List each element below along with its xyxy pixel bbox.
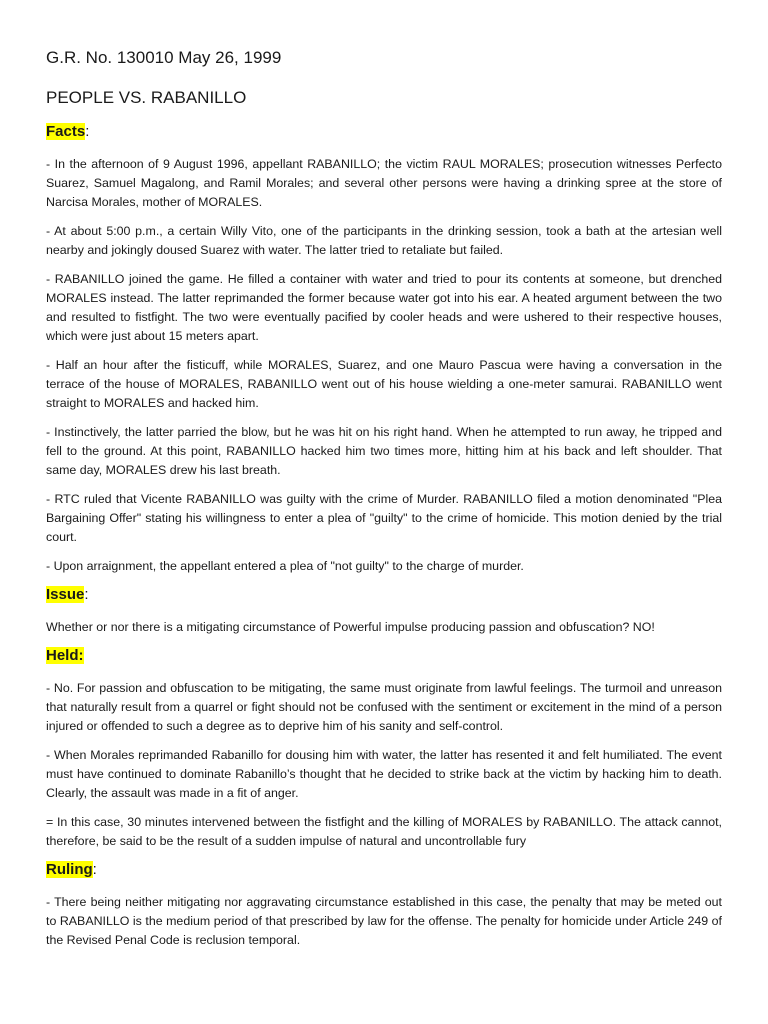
ruling-heading: Ruling:: [46, 860, 97, 878]
facts-section: [46, 123, 722, 576]
case-number: G.R. No. 130010 May 26, 1999: [46, 48, 282, 67]
issue-paragraph: Whether or nor there is a mitigating circumstance of Powerful impulse producing passion and obfuscation? NO!: [46, 619, 655, 634]
held-paragraph: - When Morales reprimanded Rabanillo for dousing him with water, the latter has resented it and felt humiliated. The event must have continued to dominate Rabanillo’s thought that he decided to strike back at the victim by hacking him to death. Clearly, the assault was made in a fit of anger.: [46, 747, 722, 800]
facts-paragraph: - In the afternoon of 9 August 1996, appellant RABANILLO; the victim RAUL MORALES; prosecution witnesses Perfecto Suarez, Samuel Magalong, and Ramil Morales; and several other persons were having a drinking spree at the store of Narcisa Morales, mother of MORALES.: [46, 156, 722, 209]
facts-paragraph: - Instinctively, the latter parried the blow, but he was hit on his right hand. When he attempted to run away, he tripped and fell to the ground. At this point, RABANILLO hacked him two times more, hitting him at his back and left shoulder. That same day, MORALES drew his last breath.: [46, 424, 722, 477]
facts-paragraph: - RABANILLO joined the game. He filled a container with water and tried to pour its contents at someone, but drenched MORALES instead. The latter reprimanded the former because water got into his ear. A heated argument between the two and resulted to fistfight. The two were eventually pacified by cooler heads and were ushered to their respective houses, which were just about 15 meters apart.: [46, 271, 722, 343]
ruling-paragraph: - There being neither mitigating nor aggravating circumstance established in this case, the penalty that may be meted out to RABANILLO is the medium period of that prescribed by law for the offense. The penalty for homicide under Article 249 of the Revised Penal Code is reclusion temporal.: [46, 894, 722, 947]
case-title: PEOPLE VS. RABANILLO: [46, 88, 247, 108]
issue-section: [46, 586, 722, 637]
held-heading: Held:: [46, 646, 84, 664]
facts-paragraph: - Half an hour after the fisticuff, while MORALES, Suarez, and one Mauro Pascua were having a conversation in the terrace of the house of MORALES, RABANILLO went out of his house wielding a one-meter samurai. RABANILLO went straight to MORALES and hacked him.: [46, 357, 722, 410]
facts-paragraph: - At about 5:00 p.m., a certain Willy Vito, one of the participants in the drinking session, took a bath at the artesian well nearby and jokingly doused Suarez with water. The latter tried to retaliate but failed.: [46, 223, 722, 257]
issue-heading: Issue:: [46, 585, 89, 603]
facts-paragraph: - RTC ruled that Vicente RABANILLO was guilty with the crime of Murder. RABANILLO filed a motion denominated "Plea Bargaining Offer" stating his willingness to enter a plea of "guilty" to the crime of homicide. This motion denied by the trial court.: [46, 491, 722, 544]
held-section: [46, 647, 722, 851]
facts-paragraph: - Upon arraignment, the appellant entered a plea of "not guilty" to the charge of murder.: [46, 558, 524, 573]
facts-heading: Facts:: [46, 122, 90, 140]
held-paragraph: = In this case, 30 minutes intervened between the fistfight and the killing of MORALES by RABANILLO. The attack cannot, therefore, be said to be the result of a sudden impulse of natural and uncontrollable fury: [46, 814, 722, 848]
ruling-section: [46, 861, 722, 950]
held-paragraph: - No. For passion and obfuscation to be mitigating, the same must originate from lawful feelings. The turmoil and unreason that naturally result from a quarrel or fight should not be confused with the sentiment or excitement in the mind of a person injured or offended to such a degree as to deprive him of his sanity and self-control.: [46, 680, 722, 733]
